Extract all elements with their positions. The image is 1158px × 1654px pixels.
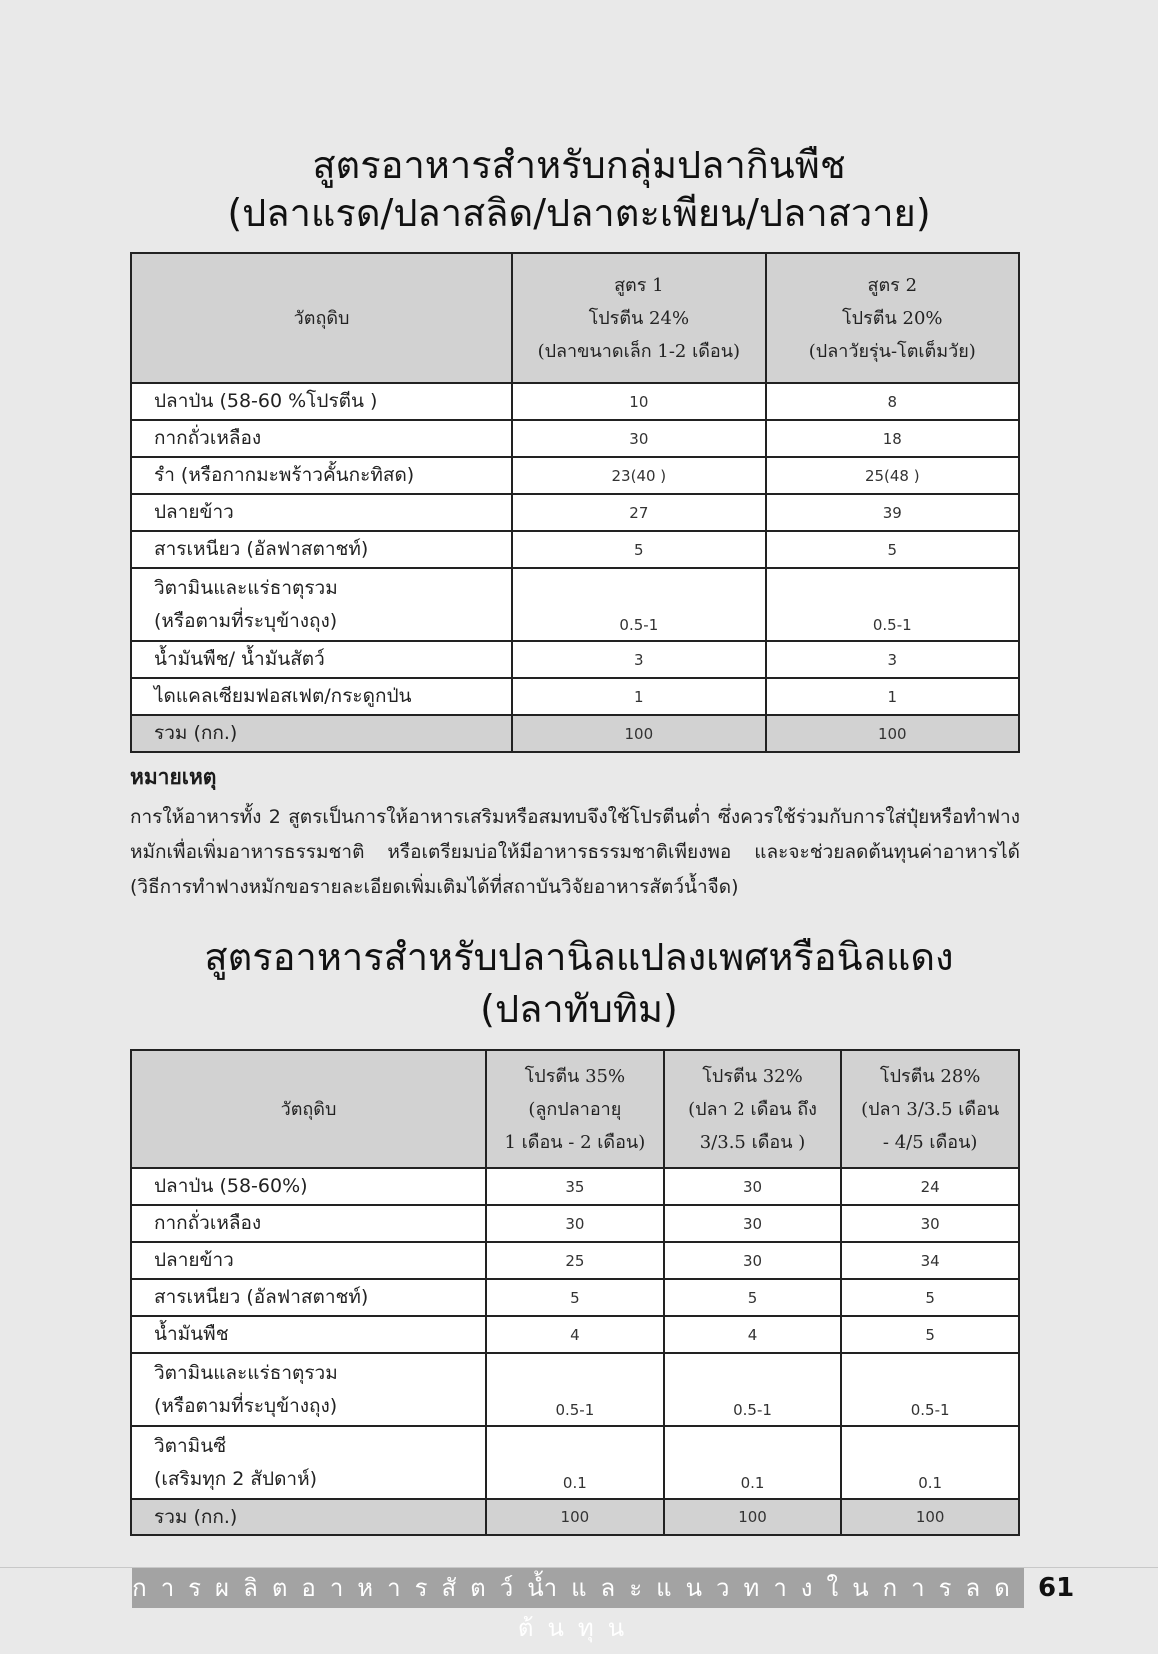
cell-value: 0.5-1 [486,1353,664,1426]
table-total-row [131,1499,1019,1535]
header-protein-32 [664,1050,842,1168]
row-label: กากถั่วเหลือง [131,420,512,457]
table-row [131,1168,1019,1205]
cell-value: 25 [486,1242,664,1279]
header-line: (ปลา 2 เดือน ถึง [688,1098,817,1120]
page-number: 61 [1038,1573,1075,1603]
cell-value: 5 [766,531,1019,568]
header-material: วัตถุดิบ [131,1050,486,1168]
row-label: กากถั่วเหลือง [131,1205,486,1242]
cell-value: 35 [486,1168,664,1205]
row-label-line: (เสริมทุก 2 สัปดาห์) [154,1467,318,1490]
cell-value: 0.1 [486,1426,664,1499]
row-label: ไดแคลเซียมฟอสเฟต/กระดูกป่น [131,678,512,715]
table-row [131,678,1019,715]
section1-title-line1: สูตรอาหารสำหรับกลุ่มปลากินพืช [312,143,846,187]
cell-value: 39 [766,494,1019,531]
cell-value: 30 [664,1242,842,1279]
cell-value: 3 [512,641,765,678]
header-line: สูตร 1 [614,274,664,296]
cell-value: 0.5-1 [512,568,765,641]
total-value: 100 [766,715,1019,752]
cell-value: 5 [512,531,765,568]
row-label: ปลาป่น (58-60%) [131,1168,486,1205]
cell-value: 18 [766,420,1019,457]
header-line: 1 เดือน - 2 เดือน) [504,1131,646,1153]
cell-value: 8 [766,383,1019,420]
cell-value: 25(48 ) [766,457,1019,494]
cell-value: 0.1 [664,1426,842,1499]
header-line: โปรตีน 28% [879,1065,981,1087]
section2-title-line1: สูตรอาหารสำหรับปลานิลแปลงเพศหรือนิลแดง [204,935,954,979]
table-row [131,494,1019,531]
total-label: รวม (กก.) [131,715,512,752]
row-label: น้ำมันพืช/ น้ำมันสัตว์ [131,641,512,678]
table-row [131,420,1019,457]
header-line: (ปลาวัยรุ่น-โตเต็มวัย) [808,340,976,362]
cell-value: 4 [486,1316,664,1353]
feed-table-tilapia [130,1049,1020,1536]
cell-value: 10 [512,383,765,420]
cell-value: 23(40 ) [512,457,765,494]
cell-value: 30 [486,1205,664,1242]
row-label: รำ (หรือกากมะพร้าวคั้นกะทิสด) [131,457,512,494]
header-line: (ปลาขนาดเล็ก 1-2 เดือน) [537,340,741,362]
row-label-line: วิตามินและแร่ธาตุรวม [154,576,338,599]
table-total-row [131,715,1019,752]
cell-value: 30 [664,1205,842,1242]
footer-banner: การผลิตอาหารสัตว์น้ำและแนวทางในการลดต้นทุน [132,1568,1024,1608]
row-label: น้ำมันพืช [131,1316,486,1353]
cell-value: 0.1 [841,1426,1019,1499]
row-label: ปลาป่น (58-60 %โปรตีน ) [131,383,512,420]
header-line: 3/3.5 เดือน ) [699,1131,806,1153]
cell-value: 1 [766,678,1019,715]
header-line: - 4/5 เดือน) [882,1131,978,1153]
header-line: โปรตีน 35% [524,1065,626,1087]
row-label-line: (หรือตามที่ระบุข้างถุง) [154,609,338,632]
header-material: วัตถุดิบ [131,253,512,383]
table-row [131,457,1019,494]
row-label [131,568,512,641]
table-header-row [131,1050,1019,1168]
table-row [131,641,1019,678]
cell-value: 30 [512,420,765,457]
table-row [131,1205,1019,1242]
table-row [131,1353,1019,1426]
cell-value: 5 [841,1316,1019,1353]
cell-value: 0.5-1 [841,1353,1019,1426]
total-value: 100 [512,715,765,752]
header-line: (ลูกปลาอายุ [528,1098,622,1120]
cell-value: 0.5-1 [664,1353,842,1426]
header-line: โปรตีน 24% [588,307,690,329]
total-label: รวม (กก.) [131,1499,486,1535]
table-row [131,568,1019,641]
cell-value: 5 [841,1279,1019,1316]
row-label-line: วิตามินซี [154,1434,227,1457]
table-header-row [131,253,1019,383]
note-body: การให้อาหารทั้ง 2 สูตรเป็นการให้อาหารเสริมหรือสมทบจึงใช้โปรตีนต่ำ ซึ่งควรใช้ร่วมกับการใส่ปุ๋ยหรือทำฟางหมักเพื่อเพิ่มอาหารธรรมชาติ หรือเตรียมบ่อให้มีอาหารธรรมชาติเพียงพอ และจะช่วยลดต้นทุนค่าอาหารได้ (วิธีการทำฟางหมักขอรายละเอียดเพิ่มเติมได้ที่สถาบันวิจัยอาหารสัตว์น้ำจืด) [130,806,1020,898]
header-line: โปรตีน 32% [702,1065,803,1087]
row-label: ปลายข้าว [131,1242,486,1279]
row-label: สารเหนียว (อัลฟาสตาชท์) [131,1279,486,1316]
cell-value: 30 [664,1168,842,1205]
feed-table-herbivore [130,252,1020,753]
row-label: สารเหนียว (อัลฟาสตาชท์) [131,531,512,568]
cell-value: 34 [841,1242,1019,1279]
header-line: (ปลา 3/3.5 เดือน [861,1098,1000,1120]
cell-value: 5 [664,1279,842,1316]
cell-value: 0.5-1 [766,568,1019,641]
cell-value: 5 [486,1279,664,1316]
total-value: 100 [486,1499,664,1535]
row-label-line: วิตามินและแร่ธาตุรวม [154,1361,338,1384]
header-formula-1 [512,253,765,383]
header-line: โปรตีน 20% [842,307,943,329]
header-protein-28 [841,1050,1019,1168]
section1-title-line2: (ปลาแรด/ปลาสลิด/ปลาตะเพียน/ปลาสวาย) [227,191,931,235]
table-row [131,1426,1019,1499]
section2-title-line2: (ปลาทับทิม) [480,987,678,1031]
table-row [131,1242,1019,1279]
total-value: 100 [841,1499,1019,1535]
row-label: ปลายข้าว [131,494,512,531]
row-label [131,1353,486,1426]
note-heading: หมายเหตุ [130,765,217,789]
cell-value: 1 [512,678,765,715]
cell-value: 30 [841,1205,1019,1242]
table-row [131,1279,1019,1316]
header-protein-35 [486,1050,664,1168]
table-row [131,383,1019,420]
cell-value: 4 [664,1316,842,1353]
cell-value: 3 [766,641,1019,678]
row-label-line: (หรือตามที่ระบุข้างถุง) [154,1394,338,1417]
total-value: 100 [664,1499,842,1535]
header-formula-2 [766,253,1019,383]
table-row [131,531,1019,568]
header-line: สูตร 2 [867,274,918,296]
cell-value: 24 [841,1168,1019,1205]
cell-value: 27 [512,494,765,531]
table-row [131,1316,1019,1353]
row-label [131,1426,486,1499]
